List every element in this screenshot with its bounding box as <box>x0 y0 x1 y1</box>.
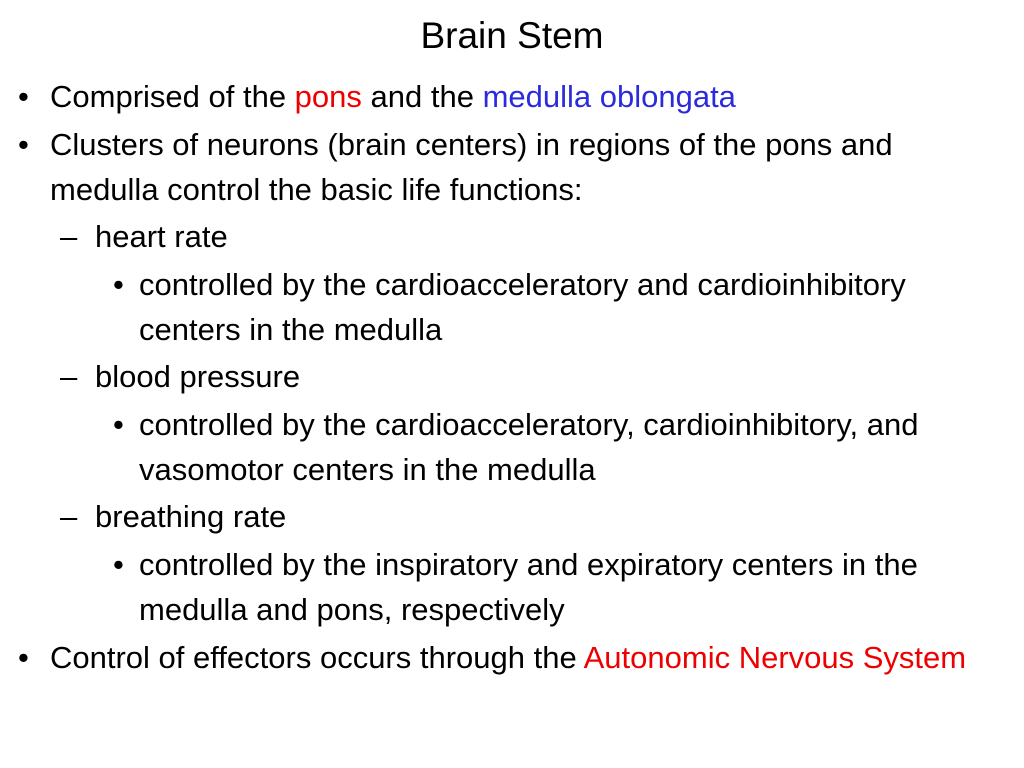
detail-breathing-rate <box>0 542 1024 632</box>
bullet-brain-centers <box>0 122 1024 212</box>
sub-item-label: breathing rate <box>95 499 287 534</box>
dash-marker: – <box>60 499 78 534</box>
detail-text: controlled by the inspiratory and expiratory centers in the medulla and pons, respectively <box>139 547 918 627</box>
detail-blood-pressure <box>0 402 1024 492</box>
sub-item-label: blood pressure <box>95 359 301 394</box>
bullet-text: Clusters of neurons (brain centers) in regions of the pons and medulla control the basic life functions: <box>50 127 893 207</box>
sub-item-breathing-rate <box>0 494 1024 539</box>
detail-heart-rate <box>0 262 1024 352</box>
bullet-marker: • <box>113 407 124 442</box>
bullet-marker: • <box>113 267 124 302</box>
bullet-marker: • <box>18 127 29 162</box>
bullet-marker: • <box>18 79 29 114</box>
highlight-medulla-oblongata: medulla oblongata <box>482 79 736 114</box>
dash-marker: – <box>60 219 78 254</box>
slide-content <box>0 74 1024 680</box>
detail-text: controlled by the cardioacceleratory, cardioinhibitory, and vasomotor centers in the medulla <box>139 407 919 487</box>
sub-item-heart-rate <box>0 214 1024 259</box>
sub-item-label: heart rate <box>95 219 228 254</box>
bullet-text: Comprised of the <box>50 79 295 114</box>
sub-item-blood-pressure <box>0 354 1024 399</box>
bullet-marker: • <box>18 640 29 675</box>
highlight-autonomic-nervous-system: Autonomic Nervous System <box>583 640 967 675</box>
dash-marker: – <box>60 359 78 394</box>
bullet-text: Control of effectors occurs through the <box>50 640 584 675</box>
detail-text: controlled by the cardioacceleratory and cardioinhibitory centers in the medulla <box>139 267 906 347</box>
bullet-marker: • <box>113 547 124 582</box>
bullet-control-of-effectors <box>0 635 1024 680</box>
bullet-text: and the <box>361 79 483 114</box>
slide-title: Brain Stem <box>420 15 604 56</box>
highlight-pons: pons <box>294 79 362 114</box>
bullet-brain-stem-composition <box>0 74 1024 119</box>
